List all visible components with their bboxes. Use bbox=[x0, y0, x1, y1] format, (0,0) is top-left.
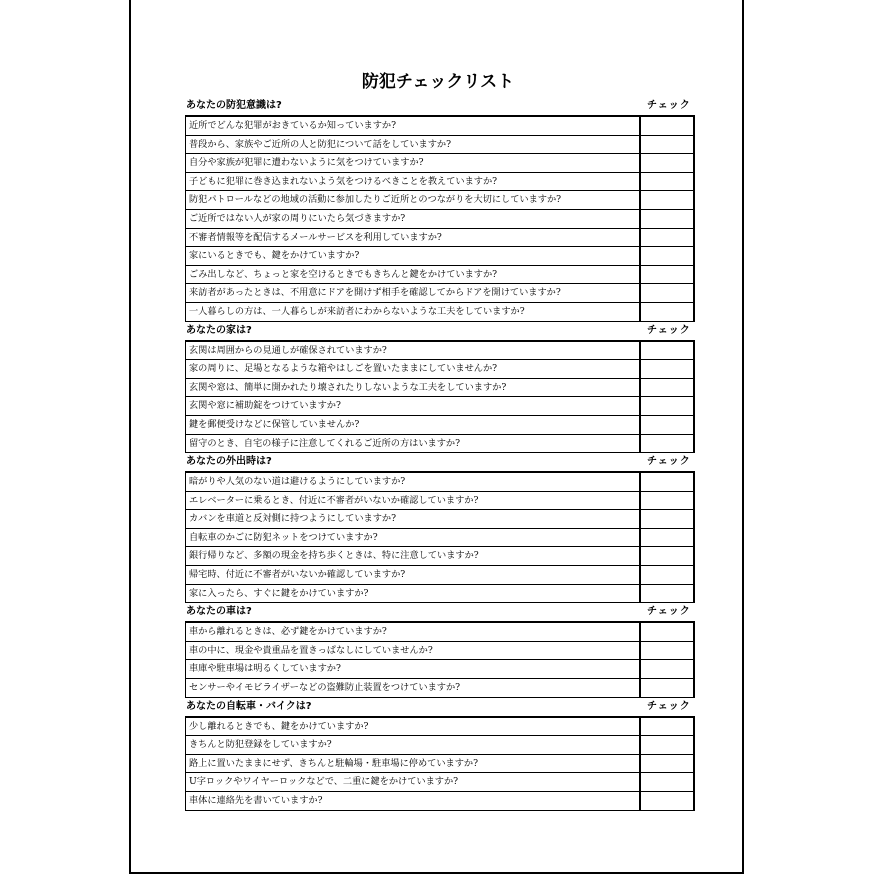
question-text: 家に入ったら、すぐに鍵をかけていますか? bbox=[185, 585, 641, 603]
question-text: 銀行帰りなど、多額の現金を持ち歩くときは、特に注意していますか? bbox=[185, 547, 641, 565]
question-text: U字ロックやワイヤーロックなどで、二重に鍵をかけていますか? bbox=[185, 773, 641, 791]
question-text: エレベーターに乗るとき、付近に不審者がいないか確認していますか? bbox=[185, 492, 641, 510]
question-row bbox=[185, 210, 695, 229]
section-heading: あなたの自転車・バイクは? bbox=[186, 700, 312, 712]
question-text: 路上に置いたままにせず、きちんと駐輪場・駐車場に停めていますか? bbox=[185, 755, 641, 773]
question-row bbox=[185, 247, 695, 266]
question-row bbox=[185, 642, 695, 661]
question-text: 一人暮らしの方は、一人暮らしが来訪者にわからないような工夫をしていますか? bbox=[185, 303, 641, 321]
check-box[interactable] bbox=[641, 529, 695, 547]
check-box[interactable] bbox=[641, 435, 695, 453]
question-row bbox=[185, 473, 695, 492]
check-box[interactable] bbox=[641, 755, 695, 773]
check-box[interactable] bbox=[641, 547, 695, 565]
question-text: カバンを車道と反対側に持つようにしていますか? bbox=[185, 510, 641, 528]
section-heading: あなたの防犯意識は? bbox=[186, 100, 282, 111]
checklist-section bbox=[185, 322, 695, 454]
section-header bbox=[185, 322, 695, 340]
question-text: 帰宅時、付近に不審者がいないか確認していますか? bbox=[185, 566, 641, 584]
check-box[interactable] bbox=[641, 642, 695, 660]
check-box[interactable] bbox=[641, 229, 695, 247]
question-row bbox=[185, 736, 695, 755]
check-box[interactable] bbox=[641, 136, 695, 154]
checklist-section bbox=[185, 453, 695, 603]
section-header bbox=[185, 603, 695, 621]
page-title: 防犯チェックリスト bbox=[361, 72, 515, 92]
checklist-section bbox=[185, 698, 695, 811]
question-table bbox=[185, 621, 695, 697]
question-text: 家の周りに、足場となるような箱やはしごを置いたままにしていませんか? bbox=[185, 360, 641, 378]
question-row bbox=[185, 435, 695, 454]
question-row bbox=[185, 397, 695, 416]
question-text: 車から離れるときは、必ず鍵をかけていますか? bbox=[185, 623, 641, 641]
question-text: ご近所ではない人が家の周りにいたら気づきますか? bbox=[185, 210, 641, 228]
question-row bbox=[185, 266, 695, 285]
question-text: 家にいるときでも、鍵をかけていますか? bbox=[185, 247, 641, 265]
question-table bbox=[185, 471, 695, 603]
check-column-header: チェック bbox=[647, 606, 691, 618]
check-box[interactable] bbox=[641, 173, 695, 191]
question-text: きちんと防犯登録をしていますか? bbox=[185, 736, 641, 754]
question-row bbox=[185, 342, 695, 361]
check-box[interactable] bbox=[641, 397, 695, 415]
check-box[interactable] bbox=[641, 718, 695, 736]
check-column-header: チェック bbox=[647, 456, 691, 468]
question-text: 玄関や窓は、簡単に開かれたり壊されたりしないような工夫をしていますか? bbox=[185, 379, 641, 397]
section-header bbox=[185, 97, 695, 115]
question-table bbox=[185, 716, 695, 811]
question-row bbox=[185, 529, 695, 548]
question-row bbox=[185, 623, 695, 642]
question-row bbox=[185, 117, 695, 136]
check-box[interactable] bbox=[641, 585, 695, 603]
checklist bbox=[185, 97, 695, 811]
section-heading: あなたの家は? bbox=[186, 324, 252, 336]
question-text: 不審者情報等を配信するメールサービスを利用していますか? bbox=[185, 229, 641, 247]
check-box[interactable] bbox=[641, 679, 695, 697]
question-row bbox=[185, 679, 695, 698]
check-column-header: チェック bbox=[647, 324, 691, 336]
check-box[interactable] bbox=[641, 342, 695, 360]
checklist-section bbox=[185, 603, 695, 697]
question-row bbox=[185, 360, 695, 379]
check-box[interactable] bbox=[641, 154, 695, 172]
check-box[interactable] bbox=[641, 210, 695, 228]
question-text: 普段から、家族やご近所の人と防犯について話をしていますか? bbox=[185, 136, 641, 154]
question-row bbox=[185, 379, 695, 398]
question-row bbox=[185, 284, 695, 303]
question-text: 留守のとき、自宅の様子に注意してくれるご近所の方はいますか? bbox=[185, 435, 641, 453]
question-text: ごみ出しなど、ちょっと家を空けるときでもきちんと鍵をかけていますか? bbox=[185, 266, 641, 284]
question-row bbox=[185, 755, 695, 774]
check-column-header: チェック bbox=[647, 100, 691, 111]
question-text: 車庫や駐車場は明るくしていますか? bbox=[185, 660, 641, 678]
question-text: 暗がりや人気のない道は避けるようにしていますか? bbox=[185, 473, 641, 491]
section-heading: あなたの外出時は? bbox=[186, 456, 272, 468]
question-table bbox=[185, 115, 695, 322]
question-row bbox=[185, 792, 695, 811]
question-row bbox=[185, 547, 695, 566]
section-header bbox=[185, 453, 695, 471]
check-box[interactable] bbox=[641, 360, 695, 378]
question-text: 少し離れるときでも、鍵をかけていますか? bbox=[185, 718, 641, 736]
check-column-header: チェック bbox=[647, 700, 691, 712]
question-text: 玄関は周囲からの見通しが確保されていますか? bbox=[185, 342, 641, 360]
check-box[interactable] bbox=[641, 660, 695, 678]
question-row bbox=[185, 566, 695, 585]
question-text: 自転車のかごに防犯ネットをつけていますか? bbox=[185, 529, 641, 547]
question-table bbox=[185, 340, 695, 454]
question-text: 防犯パトロールなどの地域の活動に参加したりご近所とのつながりを大切にしていますか? bbox=[185, 191, 641, 209]
question-row bbox=[185, 773, 695, 792]
question-row bbox=[185, 229, 695, 248]
check-box[interactable] bbox=[641, 247, 695, 265]
question-text: 玄関や窓に補助錠をつけていますか? bbox=[185, 397, 641, 415]
check-box[interactable] bbox=[641, 736, 695, 754]
check-box[interactable] bbox=[641, 266, 695, 284]
question-row bbox=[185, 492, 695, 511]
check-box[interactable] bbox=[641, 191, 695, 209]
question-row bbox=[185, 173, 695, 192]
check-box[interactable] bbox=[641, 117, 695, 135]
check-box[interactable] bbox=[641, 303, 695, 321]
question-text: 鍵を郵便受けなどに保管していませんか? bbox=[185, 416, 641, 434]
question-text: センサーやイモビライザーなどの盗難防止装置をつけていますか? bbox=[185, 679, 641, 697]
question-text: 車体に連絡先を書いていますか? bbox=[185, 792, 641, 810]
question-row bbox=[185, 718, 695, 737]
question-row bbox=[185, 303, 695, 322]
question-text: 子どもに犯罪に巻き込まれないよう気をつけるべきことを教えていますか? bbox=[185, 173, 641, 191]
section-heading: あなたの車は? bbox=[186, 606, 252, 618]
question-row bbox=[185, 660, 695, 679]
check-box[interactable] bbox=[641, 492, 695, 510]
question-row bbox=[185, 416, 695, 435]
question-text: 来訪者があったときは、不用意にドアを開けず相手を確認してからドアを開けていますか? bbox=[185, 284, 641, 302]
check-box[interactable] bbox=[641, 416, 695, 434]
question-row bbox=[185, 585, 695, 604]
question-row bbox=[185, 191, 695, 210]
question-text: 自分や家族が犯罪に遭わないように気をつけていますか? bbox=[185, 154, 641, 172]
check-box[interactable] bbox=[641, 623, 695, 641]
question-row bbox=[185, 510, 695, 529]
question-text: 近所でどんな犯罪がおきているか知っていますか? bbox=[185, 117, 641, 135]
question-row bbox=[185, 136, 695, 155]
check-box[interactable] bbox=[641, 379, 695, 397]
check-box[interactable] bbox=[641, 773, 695, 791]
check-box[interactable] bbox=[641, 510, 695, 528]
section-header bbox=[185, 698, 695, 716]
question-row bbox=[185, 154, 695, 173]
question-text: 車の中に、現金や貴重品を置きっぱなしにしていませんか? bbox=[185, 642, 641, 660]
check-box[interactable] bbox=[641, 792, 695, 810]
checklist-section bbox=[185, 97, 695, 322]
check-box[interactable] bbox=[641, 566, 695, 584]
check-box[interactable] bbox=[641, 284, 695, 302]
check-box[interactable] bbox=[641, 473, 695, 491]
